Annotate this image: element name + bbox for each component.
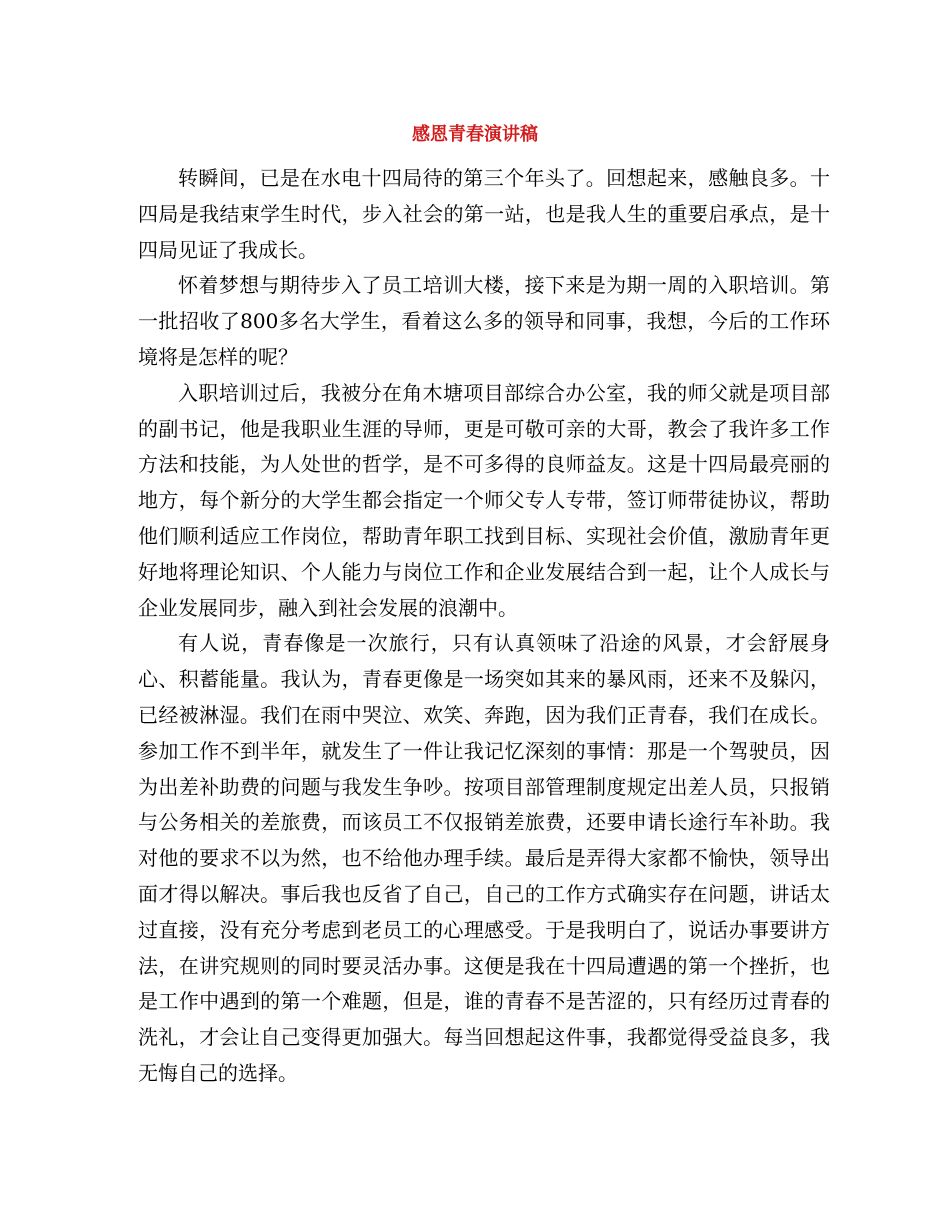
paragraph-2: 怀着梦想与期待步入了员工培训大楼，接下来是为期一周的入职培训。第一批招收了800多名大学生，看着这么多的领导和同事，我想，今后的工作环境将是怎样的呢？ xyxy=(138,273,830,369)
paragraph-3: 入职培训过后，我被分在角木塘项目部综合办公室，我的师父就是项目部的副书记，他是我职业生涯的导师，更是可敬可亲的大哥，教会了我许多工作方法和技能，为人处世的哲学，是不可多得的良师益友。这是十四局最亮丽的地方，每个新分的大学生都会指定一个师父专人专带，签订师带徒协议，帮助他们顺利适应工作岗位，帮助青年职工找到目标、实现社会价值，激励青年更好地将理论知识、个人能力与岗位工作和企业发展结合到一起，让个人成长与企业发展同步，融入到社会发展的浪潮中。 xyxy=(138,380,830,620)
document-title: 感恩青春演讲稿 xyxy=(412,124,538,145)
paragraph-4: 有人说，青春像是一次旅行，只有认真领味了沿途的风景，才会舒展身心、积蓄能量。我认为，青春更像是一场突如其来的暴风雨，还来不及躲闪，已经被淋湿。我们在雨中哭泣、欢笑、奔跑，因为我们正青春，我们在成长。参加工作不到半年，就发生了一件让我记忆深刻的事情：那是一个驾驶员，因为出差补助费的问题与我发生争吵。按项目部管理制度规定出差人员，只报销与公务相关的差旅费，而该员工不仅报销差旅费，还要申请长途行车补助。我对他的要求不以为然，也不给他办理手续。最后是弄得大家都不愉快，领导出面才得以解决。事后我也反省了自己，自己的工作方式确实存在问题，讲话太过直接，没有充分考虑到老员工的心理感受。于是我明白了，说话办事要讲方法，在讲究规则的同时要灵活办事。这便是我在十四局遭遇的第一个挫折，也是工作中遇到的第一个难题，但是，谁的青春不是苦涩的，只有经历过青春的洗礼，才会让自己变得更加强大。每当回想起这件事，我都觉得受益良多，我无悔自己的选择。 xyxy=(138,631,830,1085)
paragraph-1: 转瞬间，已是在水电十四局待的第三个年头了。回想起来，感触良多。十四局是我结束学生时代，步入社会的第一站，也是我人生的重要启承点，是十四局见证了我成长。 xyxy=(138,166,830,262)
document-body xyxy=(138,161,830,1092)
